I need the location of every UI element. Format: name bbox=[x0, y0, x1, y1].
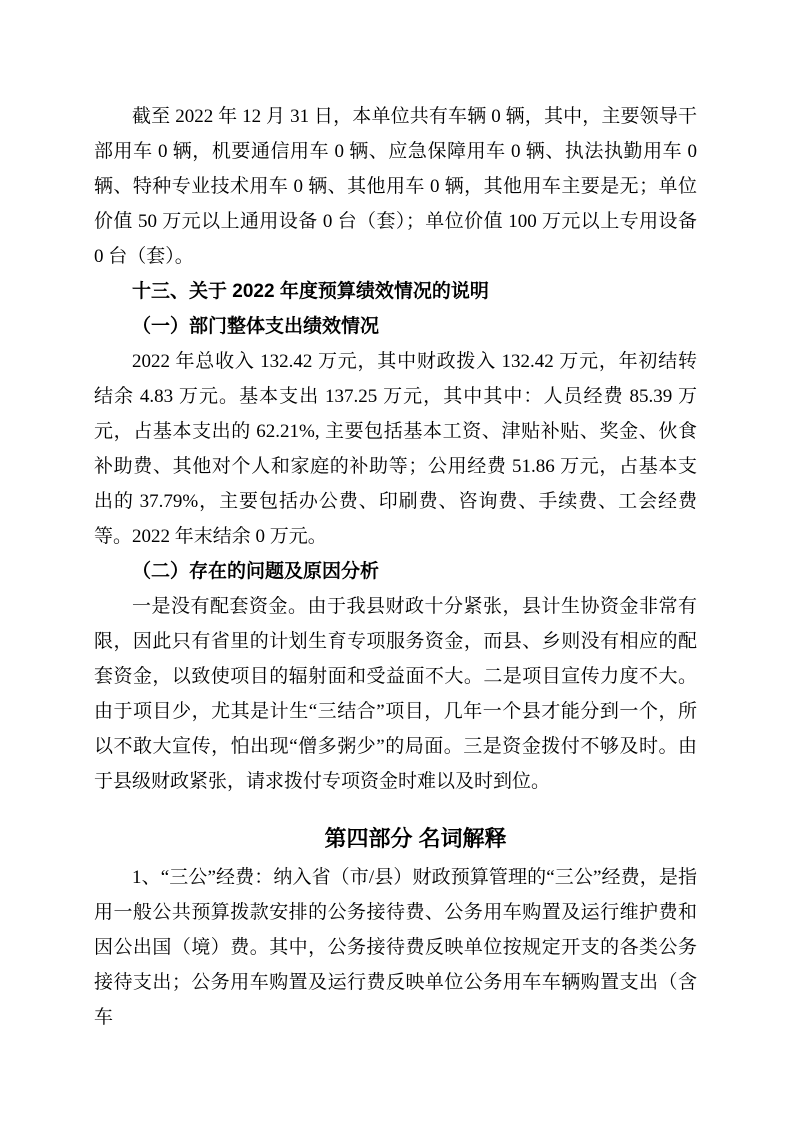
paragraph-problems-analysis: 一是没有配套资金。由于我县财政十分紧张，县计生协资金非常有限，因此只有省里的计划生育专项服务资金，而县、乡则没有相应的配套资金，以致使项目的辐射面和受益面不大。二是项目宣传力度不大。由于项目少，尤其是计生“三结合”项目，几年一个县才能分到一个，所以不敢大宣传，怕出现“僧多粥少”的局面。三是资金拨付不够及时。由于县级财政紧张，请求拨付专项资金时难以及时到位。 bbox=[94, 596, 697, 792]
section-title-part4-glossary: 第四部分 名词解释 bbox=[324, 826, 507, 851]
paragraph-term-sangong-funds: 1、“三公”经费：纳入省（市/县）财政预算管理的“三公”经费，是指用一般公共预算拨款安排的公务接待费、公务用车购置及运行维护费和因公出国（境）费。其中，公务接待费反映单位按规定开支的各类公务接待支出；公务用车购置及运行费反映单位公务用车车辆购置支出（含车 bbox=[94, 867, 697, 1028]
subheading-problems-and-cause-analysis: （二）存在的问题及原因分析 bbox=[132, 561, 380, 582]
paragraph-performance-overview: 2022 年总收入 132.42 万元，其中财政拨入 132.42 万元，年初结转结余 4.83 万元。基本支出 137.25 万元，其中其中：人员经费 85.39 万元，占基本支出的 62.21%, 主要包括基本工资、津贴补贴、奖金、伙食补助费、其他对个人和家庭的补助等；公用经费 51.86 万元，占基本支出的 37.79%，主要包括办公费、印刷费、咨询费、手续费、工会经费等。2022 年末结余 0 万元。 bbox=[94, 351, 697, 547]
heading-section-13-budget-performance: 十三、关于 2022 年度预算绩效情况的说明 bbox=[132, 281, 489, 302]
subheading-overall-expenditure-performance: （一）部门整体支出绩效情况 bbox=[132, 316, 380, 337]
paragraph-vehicle-summary: 截至 2022 年 12 月 31 日，本单位共有车辆 0 辆，其中，主要领导干部用车 0 辆，机要通信用车 0 辆、应急保障用车 0 辆、执法执勤用车 0 辆、特种专业技术用车 0 辆、其他用车 0 辆，其他用车主要是无；单位价值 50 万元以上通用设备 0 台（套）；单位价值 100 万元以上专用设备 0 台（套）。 bbox=[94, 106, 697, 267]
